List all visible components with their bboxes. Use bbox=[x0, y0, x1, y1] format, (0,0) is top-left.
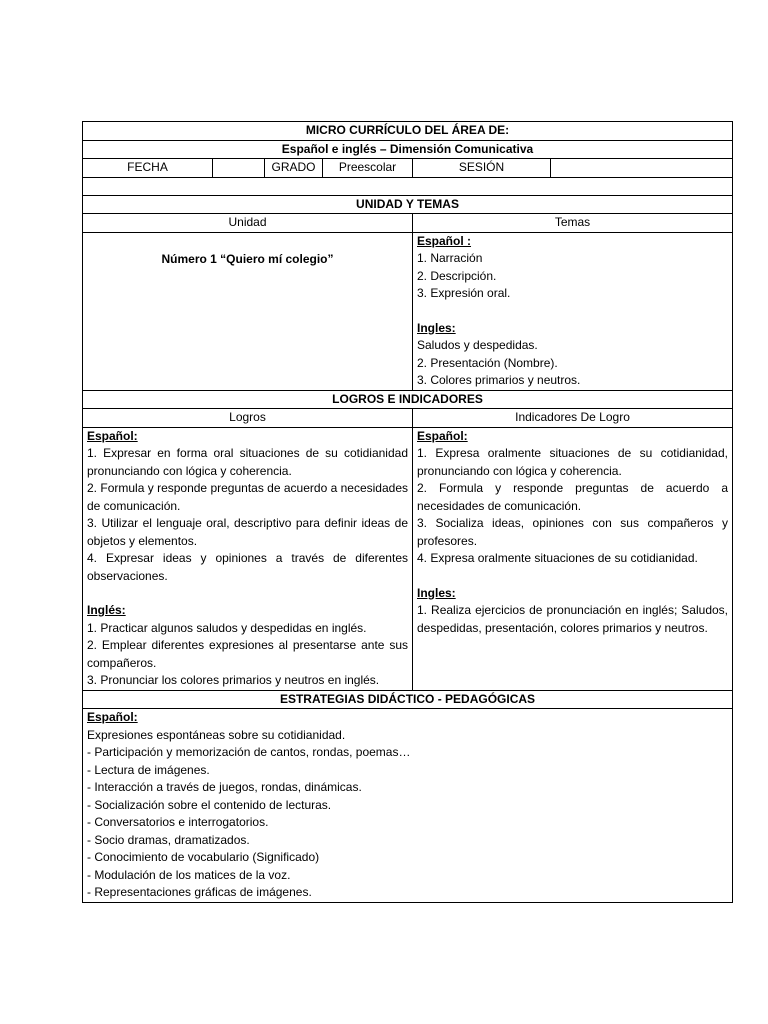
temas-ingles-item: 3. Colores primarios y neutros. bbox=[417, 373, 581, 387]
title-row bbox=[83, 122, 733, 141]
estrategia-item: - Conversatorios e interrogatorios. bbox=[87, 815, 269, 829]
logros-espanol-heading: Español: bbox=[87, 428, 138, 443]
indicador-item: 1. Realiza ejercicios de pronunciación en inglés; Saludos, despedidas, presentación, colores primarios y neutros. bbox=[417, 603, 728, 635]
unidad-header-row bbox=[83, 214, 733, 233]
estrategias-espanol-heading: Español: bbox=[87, 710, 138, 724]
unidad-content-row bbox=[83, 232, 733, 390]
unidad-value: Número 1 “Quiero mí colegio” bbox=[83, 232, 413, 390]
blank-cell bbox=[83, 177, 733, 195]
page-title: MICRO CURRÍCULO DEL ÁREA DE: bbox=[83, 122, 733, 141]
logro-item: 1. Expresar en forma oral situaciones de su cotidianidad pronunciando con lógica y coherencia. bbox=[87, 446, 408, 478]
unidad-title-row bbox=[83, 195, 733, 214]
estrategias-title: ESTRATEGIAS DIDÁCTICO - PEDAGÓGICAS bbox=[83, 690, 733, 709]
spacer bbox=[87, 585, 408, 602]
estrategia-item: - Socialización sobre el contenido de lecturas. bbox=[87, 797, 332, 812]
info-row bbox=[83, 159, 733, 178]
logros-header-row bbox=[83, 409, 733, 428]
fecha-label: FECHA bbox=[83, 159, 213, 178]
temas-espanol-item: 2. Descripción. bbox=[417, 268, 497, 283]
indicadores-espanol-heading: Español: bbox=[417, 428, 468, 443]
area-subtitle: Español e inglés – Dimensión Comunicativa bbox=[83, 140, 733, 159]
estrategia-item: - Socio dramas, dramatizados. bbox=[87, 832, 250, 847]
temas-ingles-item: 2. Presentación (Nombre). bbox=[417, 355, 558, 370]
logro-item: 4. Expresar ideas y opiniones a través de diferentes observaciones. bbox=[87, 551, 408, 583]
indicadores-cell bbox=[413, 427, 733, 690]
logros-cell bbox=[83, 427, 413, 690]
fecha-value bbox=[213, 159, 265, 178]
col-logros-header: Logros bbox=[83, 409, 413, 428]
col-indicadores-header: Indicadores De Logro bbox=[413, 409, 733, 428]
temas-espanol-item: 1. Narración bbox=[417, 251, 483, 265]
col-temas-header: Temas bbox=[413, 214, 733, 233]
estrategia-item: Expresiones espontáneas sobre su cotidianidad. bbox=[87, 727, 346, 742]
curriculum-table bbox=[82, 121, 733, 903]
logros-title: LOGROS E INDICADORES bbox=[83, 390, 733, 409]
spacer bbox=[417, 568, 728, 585]
grado-label: GRADO bbox=[265, 159, 323, 178]
estrategias-title-row bbox=[83, 690, 733, 709]
indicador-item: 1. Expresa oralmente situaciones de su cotidianidad, pronunciando con lógica y coherencia. bbox=[417, 446, 728, 478]
logro-item: 1. Practicar algunos saludos y despedidas en inglés. bbox=[87, 620, 367, 635]
indicador-item: 4. Expresa oralmente situaciones de su cotidianidad. bbox=[417, 551, 698, 565]
temas-ingles-heading: Ingles: bbox=[417, 320, 456, 335]
logro-item: 2. Formula y responde preguntas de acuerdo a necesidades de comunicación. bbox=[87, 481, 408, 513]
estrategia-item: - Participación y memorización de cantos, rondas, poemas… bbox=[87, 745, 411, 759]
unidad-temas-title: UNIDAD Y TEMAS bbox=[83, 195, 733, 214]
spacer bbox=[417, 303, 728, 320]
estrategia-item: - Representaciones gráficas de imágenes. bbox=[87, 885, 312, 899]
sesion-value bbox=[551, 159, 733, 178]
estrategias-content-row bbox=[83, 709, 733, 903]
logro-item: 2. Emplear diferentes expresiones al presentarse ante sus compañeros. bbox=[87, 638, 408, 670]
logros-ingles-heading: Inglés: bbox=[87, 603, 126, 617]
estrategias-cell bbox=[83, 709, 733, 903]
temas-espanol-heading: Español : bbox=[417, 233, 472, 248]
grado-value: Preescolar bbox=[323, 159, 413, 178]
logros-title-row bbox=[83, 390, 733, 409]
col-unidad-header: Unidad bbox=[83, 214, 413, 233]
subtitle-row bbox=[83, 140, 733, 159]
blank-row bbox=[83, 177, 733, 195]
indicadores-ingles-heading: Ingles: bbox=[417, 585, 456, 600]
indicador-item: 3. Socializa ideas, opiniones con sus compañeros y profesores. bbox=[417, 516, 728, 548]
temas-espanol-item: 3. Expresión oral. bbox=[417, 286, 511, 300]
sesion-label: SESIÓN bbox=[413, 159, 551, 178]
logros-content-row bbox=[83, 427, 733, 690]
temas-cell bbox=[413, 232, 733, 390]
estrategia-item: - Interacción a través de juegos, rondas, dinámicas. bbox=[87, 780, 362, 794]
estrategia-item: - Modulación de los matices de la voz. bbox=[87, 867, 291, 882]
estrategia-item: - Conocimiento de vocabulario (Significado) bbox=[87, 850, 320, 864]
estrategia-item: - Lectura de imágenes. bbox=[87, 762, 210, 777]
temas-ingles-item: Saludos y despedidas. bbox=[417, 338, 538, 352]
indicador-item: 2. Formula y responde preguntas de acuerdo a necesidades de comunicación. bbox=[417, 481, 728, 513]
logro-item: 3. Pronunciar los colores primarios y neutros en inglés. bbox=[87, 673, 380, 687]
logro-item: 3. Utilizar el lenguaje oral, descriptivo para definir ideas de objetos y elementos. bbox=[87, 516, 408, 548]
